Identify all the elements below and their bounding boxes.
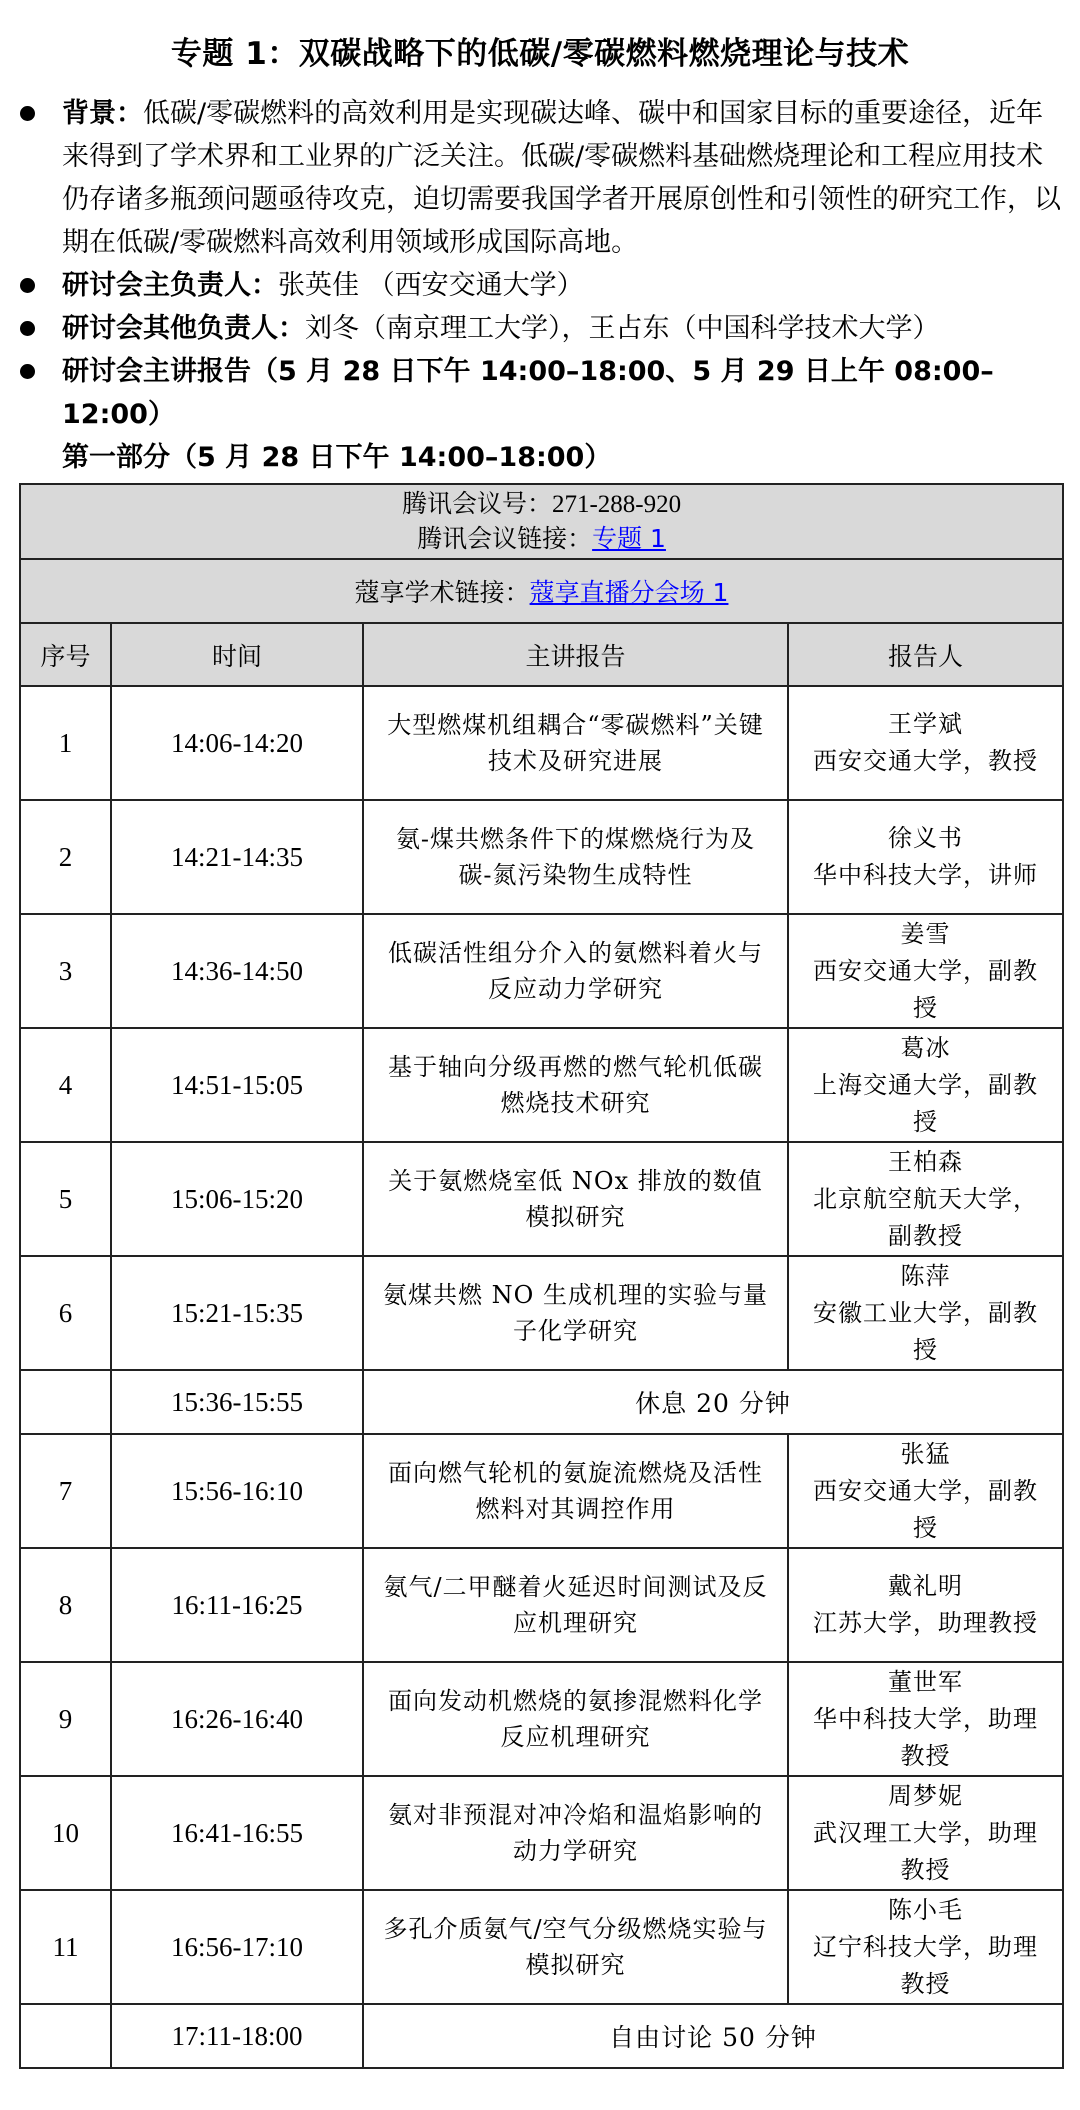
meeting-id-label: 腾讯会议号： bbox=[401, 489, 552, 518]
row-note: 休息 20 分钟 bbox=[363, 1370, 1063, 1434]
speaker-name: 陈萍 bbox=[900, 1261, 951, 1290]
page-title: 专题 1：双碳战略下的低碳/零碳燃料燃烧理论与技术 bbox=[170, 36, 910, 72]
meeting-id-value: 271-288-920 bbox=[551, 491, 682, 518]
row-speaker-cell bbox=[788, 686, 1063, 800]
row-speaker-cell bbox=[788, 1776, 1063, 1890]
bullet-dot-icon bbox=[20, 106, 35, 121]
speaker-affiliation: 武汉理工大学，助理教授 bbox=[813, 1818, 1039, 1884]
table-row bbox=[20, 1142, 1063, 1256]
speaker-name: 张猛 bbox=[900, 1439, 951, 1468]
row-topic: 面向发动机燃烧的氨掺混燃料化学反应机理研究 bbox=[363, 1662, 788, 1776]
table-row bbox=[20, 800, 1063, 914]
part1-heading: 第一部分（5 月 28 日下午 14:00–18:00） bbox=[62, 442, 612, 473]
break-row bbox=[20, 1370, 1063, 1434]
meeting-info-row bbox=[20, 484, 1063, 559]
speaker-name: 陈小毛 bbox=[888, 1895, 964, 1924]
table-row bbox=[20, 686, 1063, 800]
speaker-name: 王柏森 bbox=[888, 1147, 964, 1176]
speaker-name: 戴礼明 bbox=[888, 1572, 964, 1600]
speaker-affiliation: 江苏大学，助理教授 bbox=[813, 1609, 1039, 1637]
background-bullet bbox=[18, 92, 1068, 264]
row-time: 15:21-15:35 bbox=[111, 1256, 363, 1370]
speaker-affiliation: 安徽工业大学，副教授 bbox=[813, 1298, 1039, 1364]
row-speaker-cell bbox=[788, 1890, 1063, 2004]
row-topic: 大型燃煤机组耦合“零碳燃料”关键技术及研究进展 bbox=[363, 686, 788, 800]
row-number: 5 bbox=[20, 1142, 111, 1256]
koushare-link[interactable]: 蔻享直播分会场 1 bbox=[529, 578, 729, 607]
row-number: 1 bbox=[20, 686, 111, 800]
koushare-label: 蔻享学术链接： bbox=[354, 578, 530, 607]
row-number: 10 bbox=[20, 1776, 111, 1890]
row-time: 14:51-15:05 bbox=[111, 1028, 363, 1142]
speaker-name: 周梦妮 bbox=[888, 1781, 964, 1810]
speaker-name: 董世军 bbox=[888, 1667, 964, 1696]
schedule-table bbox=[19, 483, 1064, 2069]
row-time: 14:06-14:20 bbox=[111, 686, 363, 800]
table-header-row bbox=[20, 623, 1063, 686]
row-speaker-cell bbox=[788, 914, 1063, 1028]
table-row bbox=[20, 1028, 1063, 1142]
speaker-affiliation: 北京航空航天大学，副教授 bbox=[813, 1184, 1039, 1250]
row-time: 15:36-15:55 bbox=[111, 1370, 363, 1434]
row-speaker-cell bbox=[788, 1548, 1063, 1662]
row-topic: 氨-煤共燃条件下的煤燃烧行为及碳-氮污染物生成特性 bbox=[363, 800, 788, 914]
header-topic: 主讲报告 bbox=[363, 623, 788, 686]
row-number: 4 bbox=[20, 1028, 111, 1142]
meeting-link[interactable]: 专题 1 bbox=[592, 524, 666, 553]
row-number: 8 bbox=[20, 1548, 111, 1662]
meeting-info-cell bbox=[20, 484, 1063, 559]
table-row bbox=[20, 1662, 1063, 1776]
row-number: 7 bbox=[20, 1434, 111, 1548]
row-topic: 氨气/二甲醚着火延迟时间测试及反应机理研究 bbox=[363, 1548, 788, 1662]
row-number: 2 bbox=[20, 800, 111, 914]
speaker-affiliation: 华中科技大学，讲师 bbox=[813, 861, 1039, 889]
speaker-affiliation: 华中科技大学，助理教授 bbox=[813, 1704, 1039, 1770]
row-time: 16:26-16:40 bbox=[111, 1662, 363, 1776]
speaker-affiliation: 上海交通大学，副教授 bbox=[813, 1070, 1039, 1136]
lead-label: 研讨会主负责人： bbox=[62, 270, 278, 301]
speaker-affiliation: 西安交通大学，副教授 bbox=[813, 956, 1039, 1022]
bullet-dot-icon bbox=[20, 364, 35, 379]
table-row bbox=[20, 1548, 1063, 1662]
row-speaker-cell bbox=[788, 1142, 1063, 1256]
speaker-affiliation: 西安交通大学，副教授 bbox=[813, 1476, 1039, 1542]
row-topic: 面向燃气轮机的氨旋流燃烧及活性燃料对其调控作用 bbox=[363, 1434, 788, 1548]
row-note: 自由讨论 50 分钟 bbox=[363, 2004, 1063, 2068]
bullet-dot-icon bbox=[20, 321, 35, 336]
row-number: 11 bbox=[20, 1890, 111, 2004]
background-label: 背景： bbox=[62, 98, 143, 129]
row-number: 6 bbox=[20, 1256, 111, 1370]
row-topic: 基于轴向分级再燃的燃气轮机低碳燃烧技术研究 bbox=[363, 1028, 788, 1142]
others-text: 刘冬（南京理工大学），王占东（中国科学技术大学） bbox=[305, 313, 940, 344]
table-row bbox=[20, 1890, 1063, 2004]
discussion-row bbox=[20, 2004, 1063, 2068]
table-row bbox=[20, 1776, 1063, 1890]
speaker-name: 王学斌 bbox=[888, 710, 964, 738]
speaker-name: 徐义书 bbox=[888, 824, 964, 852]
row-number: 3 bbox=[20, 914, 111, 1028]
row-speaker-cell bbox=[788, 1434, 1063, 1548]
row-topic: 氨煤共燃 NO 生成机理的实验与量子化学研究 bbox=[363, 1256, 788, 1370]
row-time: 15:56-16:10 bbox=[111, 1434, 363, 1548]
row-topic: 氨对非预混对冲冷焰和温焰影响的动力学研究 bbox=[363, 1776, 788, 1890]
speaker-name: 姜雪 bbox=[900, 919, 951, 948]
row-speaker-cell bbox=[788, 1662, 1063, 1776]
others-label: 研讨会其他负责人： bbox=[62, 313, 305, 344]
table-row bbox=[20, 914, 1063, 1028]
speaker-affiliation: 西安交通大学，教授 bbox=[813, 747, 1039, 775]
row-time: 16:41-16:55 bbox=[111, 1776, 363, 1890]
row-topic: 关于氨燃烧室低 NOx 排放的数值模拟研究 bbox=[363, 1142, 788, 1256]
row-time: 16:11-16:25 bbox=[111, 1548, 363, 1662]
intro-bullets bbox=[18, 92, 1068, 479]
row-number-empty bbox=[20, 2004, 111, 2068]
speaker-name: 葛冰 bbox=[900, 1033, 951, 1062]
meeting-link-label: 腾讯会议链接： bbox=[417, 524, 593, 553]
row-time: 14:21-14:35 bbox=[111, 800, 363, 914]
header-no: 序号 bbox=[20, 623, 111, 686]
lead-text: 张英佳 （西安交通大学） bbox=[278, 270, 584, 301]
table-row bbox=[20, 1256, 1063, 1370]
row-time: 15:06-15:20 bbox=[111, 1142, 363, 1256]
row-number-empty bbox=[20, 1370, 111, 1434]
koushare-row bbox=[20, 559, 1063, 623]
row-time: 14:36-14:50 bbox=[111, 914, 363, 1028]
header-time: 时间 bbox=[111, 623, 363, 686]
row-topic: 低碳活性组分介入的氨燃料着火与反应动力学研究 bbox=[363, 914, 788, 1028]
row-speaker-cell bbox=[788, 1028, 1063, 1142]
background-text: 低碳/零碳燃料的高效利用是实现碳达峰、碳中和国家目标的重要途径，近年来得到了学术界和工业界的广泛关注。低碳/零碳燃料基础燃烧理论和工程应用技术仍存诸多瓶颈问题亟待攻克，迫切需要我国学者开展原创性和引领性的研究工作，以期在低碳/零碳燃料高效利用领域形成国际高地。 bbox=[62, 98, 1061, 258]
lead-bullet bbox=[18, 264, 1068, 307]
koushare-cell bbox=[20, 559, 1063, 623]
row-speaker-cell bbox=[788, 800, 1063, 914]
row-speaker-cell bbox=[788, 1256, 1063, 1370]
row-number: 9 bbox=[20, 1662, 111, 1776]
others-bullet bbox=[18, 307, 1068, 350]
reports-label: 研讨会主讲报告（5 月 28 日下午 14:00–18:00、5 月 29 日上午 08:00–12:00） bbox=[62, 356, 994, 430]
speaker-affiliation: 辽宁科技大学，助理教授 bbox=[813, 1932, 1039, 1998]
bullet-dot-icon bbox=[20, 278, 35, 293]
reports-bullet bbox=[18, 350, 1068, 436]
table-row bbox=[20, 1434, 1063, 1548]
header-speaker: 报告人 bbox=[788, 623, 1063, 686]
row-time: 16:56-17:10 bbox=[111, 1890, 363, 2004]
row-time: 17:11-18:00 bbox=[111, 2004, 363, 2068]
row-topic: 多孔介质氨气/空气分级燃烧实验与模拟研究 bbox=[363, 1890, 788, 2004]
